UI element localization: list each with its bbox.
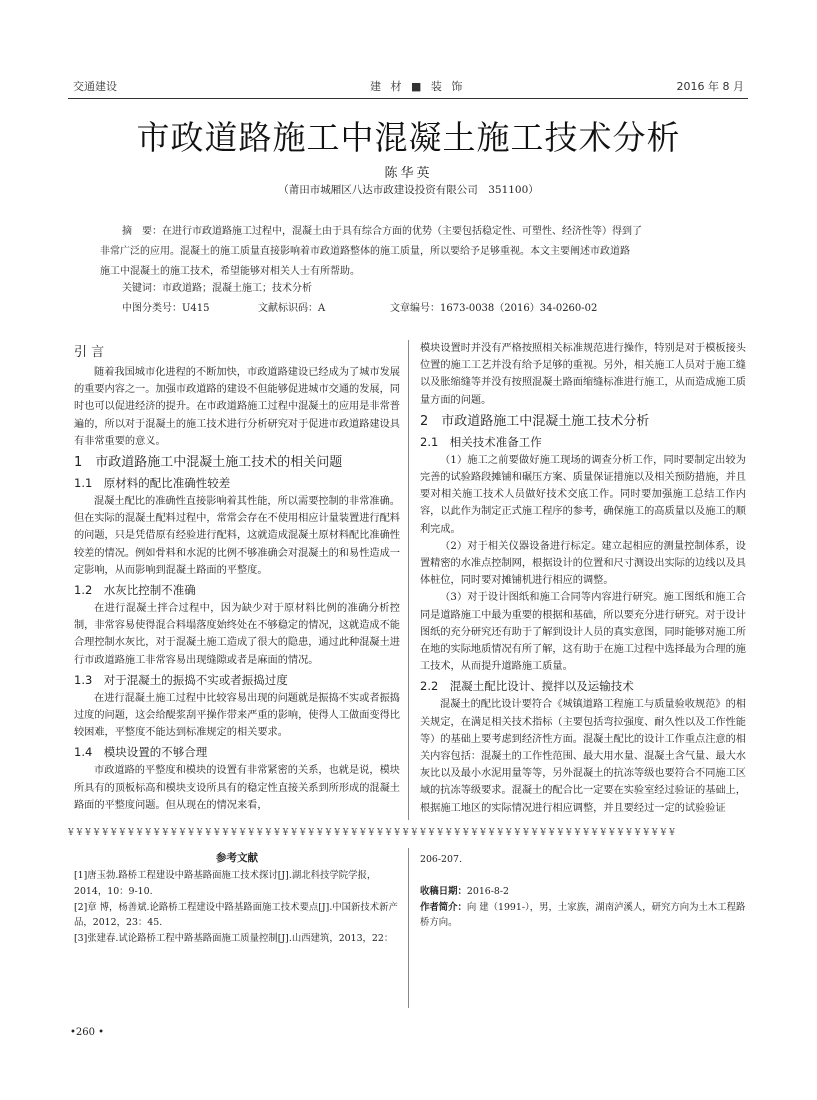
reference-item: [1]唐玉勃.路桥工程建设中路基路面施工技术探讨[J].湖北科技学院学报，2014，10：9-10. <box>74 870 377 897</box>
subsection-heading: 1.2 水灰比控制不准确 <box>74 583 196 598</box>
header-date: 2016 年 8 月 <box>676 80 744 93</box>
abstract-line: 摘 要：在进行市政道路施工过程中，混凝土由于具有综合方面的优势（主要包括稳定性、可塑性、经济性等）得到了 <box>122 226 642 237</box>
reference-item: [3]张建春.试论路桥工程中路基路面施工质量控制[J].山西建筑，2013，22： <box>74 933 394 945</box>
clc-number: 中图分类号：U415 <box>122 303 210 314</box>
reference-item: [2]章 博，杨善斌.论路桥工程建设中路基路面施工技术要点[J].中国新技术新产品，2012，23：45. <box>74 901 398 929</box>
abstract <box>100 222 720 282</box>
column-divider <box>408 340 409 820</box>
affiliation: （莆田市城厢区八达市政建设投资有限公司 351100） <box>278 184 539 196</box>
author-bio <box>420 900 750 932</box>
footer-divider <box>408 848 409 1008</box>
doc-code: 文献标识码：A <box>258 303 326 314</box>
header-section: 建 材 ■ 装 饰 <box>370 80 466 93</box>
reference-continuation: 206-207. <box>420 854 462 865</box>
subsection-heading: 2.2 混凝土配比设计、搅拌以及运输技术 <box>420 679 634 694</box>
subsection-heading: 1.1 原材料的配比准确性较差 <box>74 476 231 491</box>
author-bio-label: 作者简介： <box>420 901 467 913</box>
header-rule <box>68 98 748 99</box>
ornamental-divider: ¥ ¥ ¥ ¥ ¥ ¥ ¥ ¥ ¥ ¥ ¥ ¥ ¥ ¥ ¥ ¥ ¥ ¥ ¥ ¥ ¥ ¥ ¥ ¥ ¥ ¥ ¥ ¥ ¥ ¥ ¥ ¥ ¥ ¥ ¥ ¥ ¥ ¥ ¥ ¥ ¥ ¥ ¥ ¥ ¥ ¥ ¥ ¥ ¥ ¥ ¥ ¥ ¥ ¥ ¥ ¥ ¥ ¥ ¥ ¥ ¥ ¥ ¥ ¥ ¥ ¥ ¥ ¥ ¥ ¥ ¥ <box>68 828 675 838</box>
paragraph: 市政道路的平整度和模块的设置有非常紧密的关系，也就是说，模块所具有的顶板标高和模块支设所具有的稳定性直接关系到所形成的混凝土路面的平整度问题。但从现在的情况来看， <box>74 765 400 811</box>
paragraph: 在进行混凝土施工过程中比较容易出现的问题就是振捣不实或者振捣过度的问题，这会给醍浆刮平操作带来严重的影响，使得人工做面变得比较困难，平整度不能达到标准规定的相关要求。 <box>74 692 400 739</box>
paragraph: 随着我国城市化进程的不断加快，市政道路建设已经成为了城市发展的重要内容之一。加强市政道路的建设不但能够促进城市交通的发展，同时也可以促进经济的提升。在市政道路施工过程中混凝土的应用是非常普遍的，所以对于混凝土的施工技术进行分析研究对于促进市政道路建设具有非常重要的意义。 <box>74 367 400 447</box>
page-number: •260 • <box>70 1027 105 1038</box>
section-heading: 引 言 <box>74 345 105 360</box>
references-title: 参考文献 <box>216 852 258 864</box>
received-label: 收稿日期： <box>420 885 467 897</box>
subsection-heading: 2.1 相关技术准备工作 <box>420 434 542 449</box>
paragraph: （2）对于相关仪器设备进行标定。建立起相应的测量控制体系，设置精密的水准点控制网，根据设计的位置和尺寸测设出实际的边线以及具体桩位，同时要对摊铺机进行相应的调整。 <box>420 540 746 587</box>
references-list <box>74 868 404 947</box>
paragraph: 模块设置时并没有严格按照相关标准规范进行操作，特别是对于模板接头位置的施工工艺并没有给予足够的重视。另外，相关施工人员对于施工缝以及胀缩缝等并没有按照混凝土路面缩缝标准进行施工，从而造成施工质量方面的问题。 <box>420 343 746 406</box>
header-journal: 交通建设 <box>73 80 117 93</box>
subsection-heading: 1.3 对于混凝土的振捣不实或者振捣过度 <box>74 672 288 687</box>
subsection-heading: 1.4 模块设置的不够合理 <box>74 745 208 760</box>
section-heading: 2 市政道路施工中混凝土施工技术分析 <box>420 413 650 429</box>
article-number: 文章编号：1673-0038（2016）34-0260-02 <box>390 303 598 314</box>
paragraph: （3）对于设计图纸和施工合同等内容进行研究。施工图纸和施工合同是道路施工中最为重要的根据和基础，所以要充分进行研究。对于设计图纸的充分研究还有助于了解到设计人员的真实意图，同时能够对施工所在地的实际地质情况有所了解，这有助于在施工过程中选择最为合理的施工技术，从而提升道路施工质量。 <box>420 592 746 673</box>
footer-right <box>420 852 750 931</box>
paragraph: 混凝土配比的准确性直接影响着其性能，所以需要控制的非常准确。但在实际的混凝土配料过程中，常常会存在不使用相应计量装置进行配料的问题，只是凭借原有经验进行配料，这就造成混凝土原材料配比准确性较差的情况。例如骨料和水泥的比例不够准确会对混凝土的和易性造成一定影响，从而影响到混凝土路面的平整度。 <box>74 496 400 576</box>
author-bio-text: 向 建（1991-），男，土家族，湖南泸溪人，研究方向为土木工程路桥方向。 <box>420 901 746 929</box>
left-column <box>74 340 400 814</box>
abstract-line: 施工中混凝土的施工技术，希望能够对相关人士有所帮助。 <box>100 266 360 277</box>
right-column <box>420 340 746 817</box>
received-date <box>420 884 750 900</box>
paragraph: 在进行混凝土拌合过程中，因为缺少对于原材料比例的准确分析控制，非常容易使得混合料塌落度始终处在不够稳定的情况，这就造成不能合理控制水灰比，对于混凝土施工造成了很大的隐患，通过此种混凝土进行市政道路施工非常容易出现缝隙或者是麻面的情况。 <box>74 603 400 666</box>
author-name: 陈华英 <box>384 166 433 181</box>
paragraph: 混凝土的配比设计要符合《城镇道路工程施工与质量验收规范》的相关规定，在满足相关技术指标（主要包括弯拉强度、耐久性以及工作性能等）的基础上要考虑到经济性方面。混凝土配比的设计工作重点注意的相关内容包括：混凝土的工作性范围、最大用水量、混凝土含气量、最大水灰比以及最小水泥用量等等，另外混凝土的抗冻等级也要符合不同施工区域的抗冻等级要求。混凝土的配合比一定要在实验室经过验证的基础上，根据施工地区的实际情况进行相应调整，并且要经过一定的试验验证 <box>420 699 746 814</box>
paragraph: （1）施工之前要做好施工现场的调查分析工作，同时要制定出较为完善的试验路段摊铺和碾压方案、质量保证措施以及相关预防措施，并且要对相关施工技术人员做好技术交底工作。同时要加强施工总结工作内容，以此作为制定正式施工程序的参考，确保施工的高质量以及施工的顺利完成。 <box>420 454 746 535</box>
received-value: 2016-8-2 <box>466 885 510 897</box>
section-heading: 1 市政道路施工中混凝土施工技术的相关问题 <box>74 455 343 471</box>
paper-title: 市政道路施工中混凝土施工技术分析 <box>136 118 681 157</box>
abstract-line: 非常广泛的应用。混凝土的施工质量直接影响着市政道路整体的施工质量，所以要给予足够重视。本文主要阐述市政道路 <box>100 246 630 257</box>
keywords: 关键词：市政道路；混凝土施工；技术分析 <box>122 283 312 294</box>
